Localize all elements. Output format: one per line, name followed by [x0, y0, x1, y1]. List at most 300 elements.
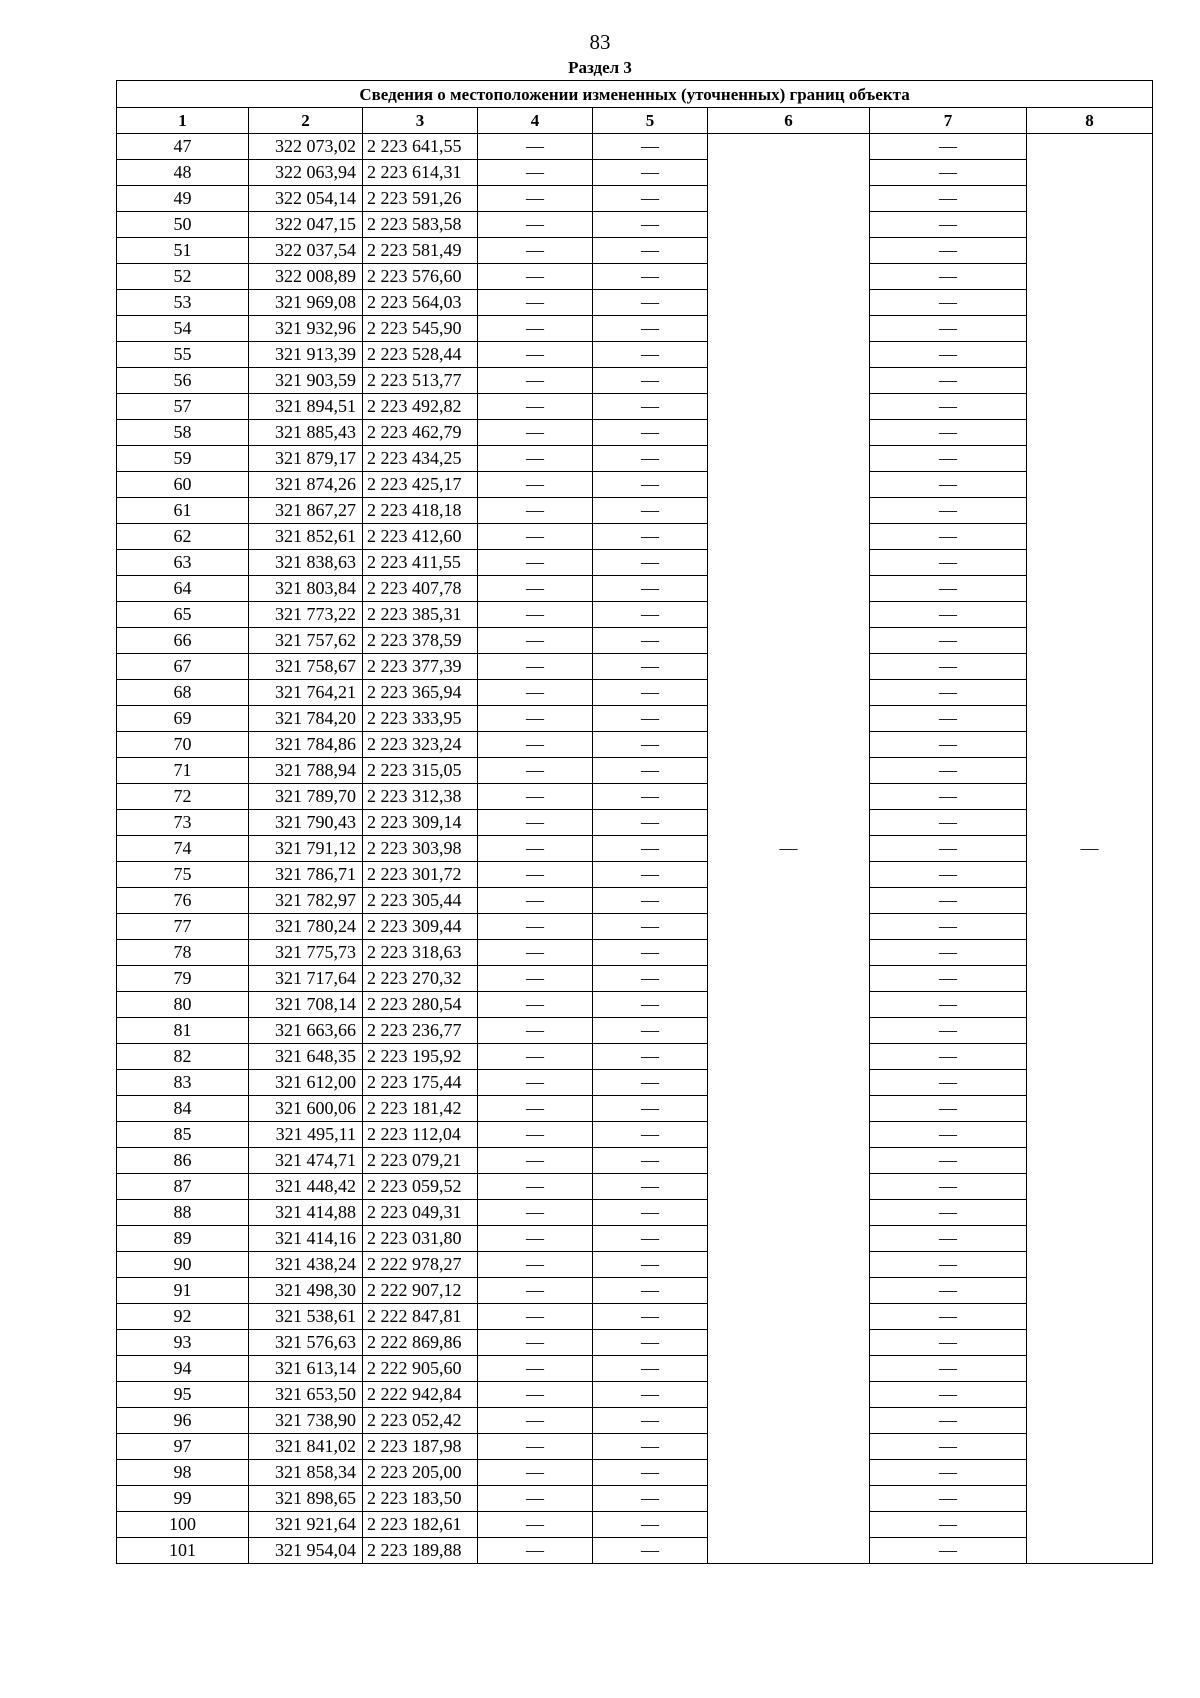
cell-col5: —: [593, 1122, 708, 1148]
cell-col3: 2 223 175,44: [363, 1070, 478, 1096]
cell-col4: —: [478, 316, 593, 342]
cell-col7: —: [870, 212, 1027, 238]
cell-col2: 321 474,71: [249, 1148, 363, 1174]
cell-col2: 321 612,00: [249, 1070, 363, 1096]
cell-col5: —: [593, 862, 708, 888]
cell-col5: —: [593, 368, 708, 394]
column-header: 3: [363, 108, 478, 134]
cell-col1: 100: [117, 1512, 249, 1538]
table-row: [117, 1538, 1153, 1564]
cell-col7: —: [870, 368, 1027, 394]
cell-col7: —: [870, 1460, 1027, 1486]
cell-col7: —: [870, 1122, 1027, 1148]
cell-col4: —: [478, 134, 593, 160]
cell-col5: —: [593, 576, 708, 602]
cell-col7: —: [870, 550, 1027, 576]
cell-col4: —: [478, 264, 593, 290]
column-header: 6: [708, 108, 870, 134]
cell-col4: —: [478, 1434, 593, 1460]
cell-col4: —: [478, 420, 593, 446]
cell-col4: —: [478, 628, 593, 654]
cell-col5: —: [593, 1096, 708, 1122]
cell-col7: —: [870, 498, 1027, 524]
cell-col4: —: [478, 966, 593, 992]
cell-col1: 101: [117, 1538, 249, 1564]
cell-col7: —: [870, 706, 1027, 732]
cell-col3: 2 223 418,18: [363, 498, 478, 524]
cell-col1: 71: [117, 758, 249, 784]
column-header: 1: [117, 108, 249, 134]
table-caption: Сведения о местоположении измененных (уточненных) границ объекта: [117, 81, 1153, 108]
cell-col1: 50: [117, 212, 249, 238]
cell-col1: 72: [117, 784, 249, 810]
cell-col5: —: [593, 290, 708, 316]
cell-col1: 62: [117, 524, 249, 550]
table-row: [117, 1174, 1153, 1200]
cell-col3: 2 223 236,77: [363, 1018, 478, 1044]
cell-col4: —: [478, 1304, 593, 1330]
cell-col7: —: [870, 758, 1027, 784]
table-row: [117, 862, 1153, 888]
table-row: [117, 212, 1153, 238]
cell-col2: 321 414,88: [249, 1200, 363, 1226]
cell-col2: 321 954,04: [249, 1538, 363, 1564]
cell-col1: 86: [117, 1148, 249, 1174]
cell-col4: —: [478, 1200, 593, 1226]
cell-col3: 2 223 059,52: [363, 1174, 478, 1200]
cell-col5: —: [593, 1538, 708, 1564]
cell-col1: 97: [117, 1434, 249, 1460]
cell-col7: —: [870, 1148, 1027, 1174]
cell-col1: 70: [117, 732, 249, 758]
cell-col7: —: [870, 1382, 1027, 1408]
cell-col7: —: [870, 472, 1027, 498]
cell-col7: —: [870, 836, 1027, 862]
cell-col4: —: [478, 212, 593, 238]
table-row: [117, 498, 1153, 524]
table-row: [117, 1486, 1153, 1512]
cell-col2: 321 663,66: [249, 1018, 363, 1044]
table-row: [117, 472, 1153, 498]
cell-col3: 2 223 305,44: [363, 888, 478, 914]
cell-col4: —: [478, 472, 593, 498]
cell-col4: —: [478, 1408, 593, 1434]
cell-col2: 321 838,63: [249, 550, 363, 576]
cell-col5: —: [593, 160, 708, 186]
table-row: [117, 1330, 1153, 1356]
table-body: [117, 134, 1153, 1564]
cell-col4: —: [478, 862, 593, 888]
cell-col1: 80: [117, 992, 249, 1018]
cell-col2: 322 037,54: [249, 238, 363, 264]
section-title: Раздел 3: [568, 58, 632, 77]
cell-col2: 321 784,20: [249, 706, 363, 732]
cell-col3: 2 222 869,86: [363, 1330, 478, 1356]
cell-col4: —: [478, 1486, 593, 1512]
cell-col7: —: [870, 1252, 1027, 1278]
cell-col2: 321 969,08: [249, 290, 363, 316]
table-row: [117, 1226, 1153, 1252]
cell-col5: —: [593, 706, 708, 732]
cell-col2: 321 757,62: [249, 628, 363, 654]
cell-col1: 73: [117, 810, 249, 836]
cell-col3: 2 223 187,98: [363, 1434, 478, 1460]
cell-col3: 2 223 583,58: [363, 212, 478, 238]
cell-col5: —: [593, 992, 708, 1018]
cell-col7: —: [870, 628, 1027, 654]
cell-col7: —: [870, 238, 1027, 264]
cell-col1: 88: [117, 1200, 249, 1226]
cell-col7: —: [870, 1174, 1027, 1200]
cell-col1: 92: [117, 1304, 249, 1330]
cell-col7: —: [870, 1538, 1027, 1564]
cell-col2: 321 784,86: [249, 732, 363, 758]
cell-col4: —: [478, 1538, 593, 1564]
cell-col5: —: [593, 628, 708, 654]
cell-col3: 2 223 181,42: [363, 1096, 478, 1122]
cell-col5: —: [593, 784, 708, 810]
cell-col1: 55: [117, 342, 249, 368]
cell-col7: —: [870, 1018, 1027, 1044]
cell-col5: —: [593, 940, 708, 966]
merged-cell-col8: —: [1027, 134, 1153, 1564]
cell-col5: —: [593, 238, 708, 264]
cell-col1: 74: [117, 836, 249, 862]
cell-col3: 2 222 905,60: [363, 1356, 478, 1382]
cell-col3: 2 222 907,12: [363, 1278, 478, 1304]
cell-col5: —: [593, 680, 708, 706]
column-header: 4: [478, 108, 593, 134]
table-row: [117, 264, 1153, 290]
cell-col1: 68: [117, 680, 249, 706]
cell-col7: —: [870, 1330, 1027, 1356]
cell-col2: 321 903,59: [249, 368, 363, 394]
cell-col3: 2 223 182,61: [363, 1512, 478, 1538]
cell-col1: 48: [117, 160, 249, 186]
cell-col2: 321 789,70: [249, 784, 363, 810]
cell-col7: —: [870, 420, 1027, 446]
cell-col2: 321 790,43: [249, 810, 363, 836]
cell-col3: 2 223 301,72: [363, 862, 478, 888]
table-row: [117, 342, 1153, 368]
cell-col2: 321 782,97: [249, 888, 363, 914]
table-row: [117, 1278, 1153, 1304]
table-row: [117, 888, 1153, 914]
cell-col7: —: [870, 966, 1027, 992]
table-row: [117, 680, 1153, 706]
cell-col3: 2 223 303,98: [363, 836, 478, 862]
table-row: [117, 420, 1153, 446]
cell-col4: —: [478, 758, 593, 784]
cell-col1: 56: [117, 368, 249, 394]
cell-col1: 83: [117, 1070, 249, 1096]
cell-col2: 321 913,39: [249, 342, 363, 368]
table-row: [117, 368, 1153, 394]
cell-col7: —: [870, 576, 1027, 602]
cell-col3: 2 223 513,77: [363, 368, 478, 394]
cell-col2: 321 538,61: [249, 1304, 363, 1330]
cell-col2: 321 858,34: [249, 1460, 363, 1486]
cell-col3: 2 223 576,60: [363, 264, 478, 290]
cell-col3: 2 223 323,24: [363, 732, 478, 758]
table-row: [117, 1356, 1153, 1382]
cell-col4: —: [478, 550, 593, 576]
cell-col3: 2 223 315,05: [363, 758, 478, 784]
cell-col3: 2 223 189,88: [363, 1538, 478, 1564]
cell-col1: 75: [117, 862, 249, 888]
cell-col1: 94: [117, 1356, 249, 1382]
cell-col1: 61: [117, 498, 249, 524]
table-row: [117, 810, 1153, 836]
cell-col3: 2 223 641,55: [363, 134, 478, 160]
table-row: [117, 316, 1153, 342]
cell-col1: 81: [117, 1018, 249, 1044]
cell-col7: —: [870, 1356, 1027, 1382]
cell-col4: —: [478, 784, 593, 810]
cell-col3: 2 223 183,50: [363, 1486, 478, 1512]
cell-col7: —: [870, 914, 1027, 940]
cell-col1: 85: [117, 1122, 249, 1148]
cell-col5: —: [593, 1226, 708, 1252]
cell-col2: 321 708,14: [249, 992, 363, 1018]
table-row: [117, 1096, 1153, 1122]
table-row: [117, 1382, 1153, 1408]
cell-col3: 2 223 545,90: [363, 316, 478, 342]
cell-col7: —: [870, 1278, 1027, 1304]
table-row: [117, 758, 1153, 784]
cell-col2: 321 885,43: [249, 420, 363, 446]
cell-col2: 321 894,51: [249, 394, 363, 420]
cell-col3: 2 223 591,26: [363, 186, 478, 212]
merged-cell-col6: —: [708, 134, 870, 1564]
cell-col2: 321 613,14: [249, 1356, 363, 1382]
cell-col3: 2 223 581,49: [363, 238, 478, 264]
cell-col7: —: [870, 1200, 1027, 1226]
cell-col4: —: [478, 1174, 593, 1200]
cell-col1: 49: [117, 186, 249, 212]
table-row: [117, 524, 1153, 550]
table-row: [117, 1408, 1153, 1434]
cell-col3: 2 223 492,82: [363, 394, 478, 420]
cell-col5: —: [593, 1044, 708, 1070]
cell-col4: —: [478, 342, 593, 368]
table-row: [117, 654, 1153, 680]
cell-col7: —: [870, 888, 1027, 914]
cell-col4: —: [478, 888, 593, 914]
cell-col3: 2 223 052,42: [363, 1408, 478, 1434]
cell-col2: 321 764,21: [249, 680, 363, 706]
cell-col1: 82: [117, 1044, 249, 1070]
cell-col5: —: [593, 654, 708, 680]
cell-col5: —: [593, 1512, 708, 1538]
cell-col3: 2 223 333,95: [363, 706, 478, 732]
cell-col5: —: [593, 1434, 708, 1460]
cell-col3: 2 223 312,38: [363, 784, 478, 810]
cell-col4: —: [478, 992, 593, 1018]
cell-col1: 67: [117, 654, 249, 680]
cell-col4: —: [478, 940, 593, 966]
cell-col5: —: [593, 1252, 708, 1278]
cell-col2: 321 803,84: [249, 576, 363, 602]
table-row: [117, 1304, 1153, 1330]
cell-col7: —: [870, 342, 1027, 368]
cell-col5: —: [593, 758, 708, 784]
cell-col2: 321 898,65: [249, 1486, 363, 1512]
table-row: [117, 1434, 1153, 1460]
cell-col5: —: [593, 914, 708, 940]
cell-col5: —: [593, 810, 708, 836]
cell-col7: —: [870, 654, 1027, 680]
cell-col5: —: [593, 1018, 708, 1044]
cell-col3: 2 223 031,80: [363, 1226, 478, 1252]
cell-col5: —: [593, 498, 708, 524]
cell-col3: 2 223 318,63: [363, 940, 478, 966]
cell-col1: 47: [117, 134, 249, 160]
cell-col3: 2 223 270,32: [363, 966, 478, 992]
cell-col5: —: [593, 342, 708, 368]
table-row: [117, 394, 1153, 420]
cell-col7: —: [870, 784, 1027, 810]
cell-col7: —: [870, 446, 1027, 472]
table-row: [117, 1070, 1153, 1096]
cell-col5: —: [593, 186, 708, 212]
cell-col3: 2 223 195,92: [363, 1044, 478, 1070]
table-row: [117, 186, 1153, 212]
cell-col7: —: [870, 602, 1027, 628]
table-row: [117, 992, 1153, 1018]
cell-col1: 98: [117, 1460, 249, 1486]
cell-col2: 321 879,17: [249, 446, 363, 472]
cell-col5: —: [593, 732, 708, 758]
column-header: 2: [249, 108, 363, 134]
cell-col4: —: [478, 1512, 593, 1538]
cell-col4: —: [478, 1044, 593, 1070]
cell-col5: —: [593, 602, 708, 628]
column-header-row: [117, 108, 1153, 134]
table-row: [117, 1018, 1153, 1044]
cell-col2: 321 448,42: [249, 1174, 363, 1200]
cell-col5: —: [593, 1070, 708, 1096]
cell-col2: 321 867,27: [249, 498, 363, 524]
cell-col3: 2 223 614,31: [363, 160, 478, 186]
cell-col5: —: [593, 966, 708, 992]
cell-col3: 2 223 564,03: [363, 290, 478, 316]
cell-col3: 2 223 079,21: [363, 1148, 478, 1174]
table-row: [117, 1200, 1153, 1226]
cell-col1: 78: [117, 940, 249, 966]
cell-col2: 321 498,30: [249, 1278, 363, 1304]
cell-col4: —: [478, 1226, 593, 1252]
cell-col4: —: [478, 368, 593, 394]
cell-col2: 321 791,12: [249, 836, 363, 862]
cell-col1: 95: [117, 1382, 249, 1408]
cell-col1: 93: [117, 1330, 249, 1356]
table-row: [117, 914, 1153, 940]
cell-col2: 321 653,50: [249, 1382, 363, 1408]
cell-col5: —: [593, 1330, 708, 1356]
cell-col1: 64: [117, 576, 249, 602]
cell-col4: —: [478, 1122, 593, 1148]
cell-col5: —: [593, 1304, 708, 1330]
cell-col2: 321 414,16: [249, 1226, 363, 1252]
cell-col3: 2 223 425,17: [363, 472, 478, 498]
cell-col5: —: [593, 524, 708, 550]
cell-col4: —: [478, 238, 593, 264]
cell-col2: 321 874,26: [249, 472, 363, 498]
cell-col2: 321 495,11: [249, 1122, 363, 1148]
cell-col2: 321 648,35: [249, 1044, 363, 1070]
table-row: [117, 238, 1153, 264]
table-row: [117, 940, 1153, 966]
cell-col4: —: [478, 290, 593, 316]
cell-col5: —: [593, 1174, 708, 1200]
table-row: [117, 290, 1153, 316]
cell-col4: —: [478, 524, 593, 550]
table-row: [117, 550, 1153, 576]
cell-col4: —: [478, 1330, 593, 1356]
cell-col1: 54: [117, 316, 249, 342]
table-row: [117, 160, 1153, 186]
cell-col4: —: [478, 1382, 593, 1408]
cell-col5: —: [593, 550, 708, 576]
cell-col7: —: [870, 264, 1027, 290]
cell-col2: 321 717,64: [249, 966, 363, 992]
cell-col7: —: [870, 134, 1027, 160]
cell-col3: 2 223 434,25: [363, 446, 478, 472]
table-row: [117, 576, 1153, 602]
cell-col1: 60: [117, 472, 249, 498]
cell-col2: 322 008,89: [249, 264, 363, 290]
cell-col1: 66: [117, 628, 249, 654]
cell-col2: 321 788,94: [249, 758, 363, 784]
cell-col2: 321 921,64: [249, 1512, 363, 1538]
cell-col3: 2 223 280,54: [363, 992, 478, 1018]
cell-col2: 321 775,73: [249, 940, 363, 966]
cell-col4: —: [478, 1018, 593, 1044]
cell-col2: 321 780,24: [249, 914, 363, 940]
cell-col3: 2 223 412,60: [363, 524, 478, 550]
cell-col3: 2 223 205,00: [363, 1460, 478, 1486]
cell-col1: 57: [117, 394, 249, 420]
cell-col4: —: [478, 1356, 593, 1382]
cell-col4: —: [478, 654, 593, 680]
cell-col5: —: [593, 1408, 708, 1434]
cell-col5: —: [593, 134, 708, 160]
cell-col1: 53: [117, 290, 249, 316]
cell-col4: —: [478, 1278, 593, 1304]
cell-col7: —: [870, 1096, 1027, 1122]
cell-col2: 321 758,67: [249, 654, 363, 680]
cell-col5: —: [593, 1200, 708, 1226]
cell-col3: 2 223 365,94: [363, 680, 478, 706]
cell-col7: —: [870, 940, 1027, 966]
cell-col1: 65: [117, 602, 249, 628]
caption-row: [117, 81, 1153, 108]
cell-col1: 63: [117, 550, 249, 576]
cell-col3: 2 223 049,31: [363, 1200, 478, 1226]
cell-col3: 2 223 112,04: [363, 1122, 478, 1148]
cell-col7: —: [870, 992, 1027, 1018]
table-row: [117, 1460, 1153, 1486]
cell-col7: —: [870, 394, 1027, 420]
table-row: [117, 628, 1153, 654]
cell-col7: —: [870, 290, 1027, 316]
cell-col1: 90: [117, 1252, 249, 1278]
cell-col7: —: [870, 316, 1027, 342]
cell-col7: —: [870, 862, 1027, 888]
cell-col7: —: [870, 1226, 1027, 1252]
table-row: [117, 1044, 1153, 1070]
